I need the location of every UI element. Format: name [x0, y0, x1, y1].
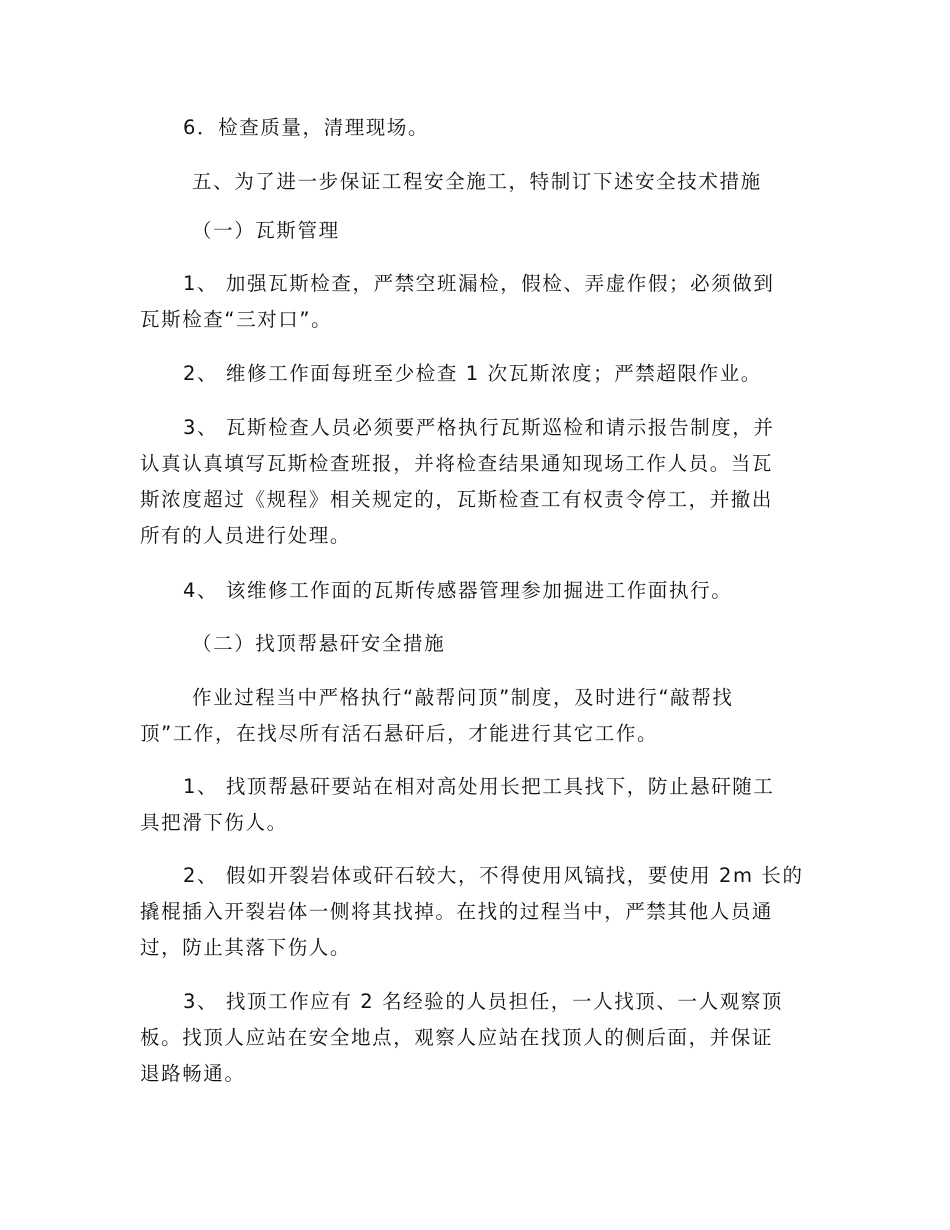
text-line: 顶”工作，在找尽所有活石悬矸后，才能进行其它工作。	[140, 722, 659, 745]
text-line: 具把滑下伤人。	[140, 811, 288, 834]
paragraph-roof-2	[140, 858, 808, 966]
paragraph-gas-4	[140, 573, 808, 609]
text-line: 撬棍插入开裂岩体一侧将其找掉。在找的过程当中，严禁其他人员通	[140, 900, 774, 923]
text-line: 3、 瓦斯检查人员必须要严格执行瓦斯巡检和请示报告制度，并	[183, 416, 775, 439]
text-line: 1、 找顶帮悬矸要站在相对高处用长把工具找下，防止悬矸随工	[183, 775, 775, 798]
text-line: 2、 假如开裂岩体或矸石较大，不得使用风镐找，要使用 2m 长的	[183, 864, 804, 887]
text-line: 瓦斯检查“三对口”。	[140, 308, 333, 331]
text-line: （一）瓦斯管理	[192, 219, 340, 242]
text-line: 作业过程当中严格执行“敲帮问顶”制度，及时进行“敲帮找	[192, 686, 734, 709]
text-line: 2、 维修工作面每班至少检查 1 次瓦斯浓度；严禁超限作业。	[183, 362, 762, 385]
text-line: 认真认真填写瓦斯检查班报，并将检查结果通知现场工作人员。当瓦	[140, 452, 774, 475]
section-heading-5	[140, 164, 808, 200]
text-line: 过，防止其落下伤人。	[140, 936, 352, 959]
text-line: 6．检查质量，清理现场。	[183, 116, 430, 139]
paragraph-gas-1	[140, 266, 808, 338]
paragraph-gas-3	[140, 410, 808, 554]
text-line: （二）找顶帮悬矸安全措施	[192, 632, 446, 655]
subsection-heading-1	[140, 213, 808, 249]
paragraph-roof-3	[140, 984, 808, 1092]
text-line: 所有的人员进行处理。	[140, 524, 352, 547]
paragraph-step-6	[140, 110, 808, 146]
paragraph-roof-1	[140, 769, 808, 841]
text-line: 3、 找顶工作应有 2 名经验的人员担任，一人找顶、一人观察顶	[183, 990, 784, 1013]
paragraph-roof-intro	[140, 680, 808, 752]
text-line: 4、 该维修工作面的瓦斯传感器管理参加掘进工作面执行。	[183, 579, 733, 602]
text-line: 1、 加强瓦斯检查，严禁空班漏检，假检、弄虚作假；必须做到	[183, 272, 775, 295]
text-line: 退路畅通。	[140, 1062, 246, 1085]
text-line: 五、为了进一步保证工程安全施工，特制订下述安全技术措施	[192, 170, 762, 193]
paragraph-gas-2	[140, 356, 808, 392]
subsection-heading-2	[140, 626, 808, 662]
text-line: 斯浓度超过《规程》相关规定的，瓦斯检查工有权责令停工，并撤出	[140, 488, 774, 511]
text-line: 板。找顶人应站在安全地点，观察人应站在找顶人的侧后面，并保证	[140, 1026, 774, 1049]
